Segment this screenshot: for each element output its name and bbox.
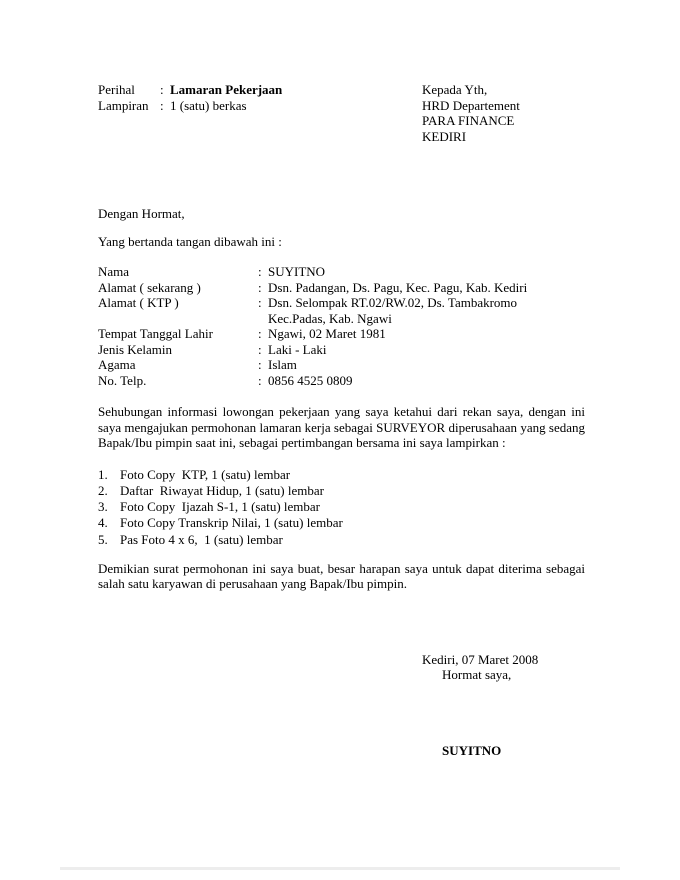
detail-value: Dsn. Padangan, Ds. Pagu, Kec. Pagu, Kab. Kediri	[268, 279, 528, 295]
signature-block	[422, 652, 585, 759]
detail-label: Nama	[98, 264, 130, 279]
detail-value: Islam	[268, 357, 297, 372]
detail-row-alamat-ktp	[98, 295, 585, 326]
detail-row-nama	[98, 264, 585, 280]
subject-block	[98, 82, 422, 113]
letter-header	[98, 82, 585, 144]
attachment-number: 1.	[98, 466, 108, 482]
subject-colon: :	[160, 82, 164, 97]
recipient-block	[422, 82, 585, 144]
attachment-text: Pas Foto 4 x 6, 1 (satu) lembar	[120, 531, 283, 547]
detail-value	[268, 295, 585, 326]
attachment-number: 2.	[98, 482, 108, 498]
recipient-line: Kepada Yth,	[422, 82, 488, 97]
attachment-item	[98, 532, 585, 548]
enclosure-colon: :	[160, 97, 164, 113]
subject-value: Lamaran Pekerjaan	[170, 82, 283, 97]
intro-line: Yang bertanda tangan dibawah ini :	[98, 233, 282, 249]
recipient-line: KEDIRI	[422, 128, 467, 144]
recipient-line: HRD Departement	[422, 97, 520, 113]
detail-colon: :	[258, 264, 262, 279]
detail-colon: :	[258, 341, 262, 357]
attachment-number: 3.	[98, 499, 108, 515]
detail-value-line1: Dsn. Selompak RT.02/RW.02, Ds. Tambakromo	[268, 295, 518, 310]
detail-label: Jenis Kelamin	[98, 341, 173, 357]
detail-colon: :	[258, 326, 262, 341]
attachment-item	[98, 515, 585, 531]
enclosure-label: Lampiran	[98, 97, 149, 113]
detail-label: Agama	[98, 357, 136, 372]
detail-row-ttl	[98, 326, 585, 342]
attachment-text: Daftar Riwayat Hidup, 1 (satu) lembar	[120, 482, 324, 498]
attachment-item	[98, 499, 585, 515]
detail-colon: :	[258, 372, 262, 388]
detail-colon: :	[258, 357, 262, 372]
detail-label: Alamat ( sekarang )	[98, 279, 201, 295]
detail-value-line2: Kec.Padas, Kab. Ngawi	[268, 310, 392, 326]
salutation: Dengan Hormat,	[98, 206, 185, 221]
attachment-number: 4.	[98, 515, 108, 531]
detail-colon: :	[258, 295, 262, 310]
detail-label: Alamat ( KTP )	[98, 295, 179, 310]
subject-row	[98, 82, 422, 98]
detail-value: Ngawi, 02 Maret 1981	[268, 326, 386, 341]
detail-label: Tempat Tanggal Lahir	[98, 326, 213, 341]
attachment-item	[98, 467, 585, 483]
attachment-text: Foto Copy Transkrip Nilai, 1 (satu) lembar	[120, 515, 343, 531]
signature-respect: Hormat saya,	[442, 667, 512, 683]
scan-artifact-line	[60, 867, 620, 870]
recipient-line: PARA FINANCE	[422, 113, 515, 128]
detail-value: SUYITNO	[268, 264, 326, 279]
detail-label: No. Telp.	[98, 372, 147, 388]
attachment-text: Foto Copy KTP, 1 (satu) lembar	[120, 466, 291, 482]
personal-details	[98, 264, 585, 388]
detail-row-agama	[98, 357, 585, 373]
detail-value: 0856 4525 0809	[268, 372, 353, 388]
body-paragraph: Sehubungan informasi lowongan pekerjaan yang saya ketahui dari rekan saya, dengan ini saya mengajukan permohonan lamaran kerja sebagai SURVEYOR diperusahaan yang sedang Bapak/Ibu pimpin saat ini, sebagai pertimbangan bersama ini saya lampirkan :	[98, 404, 585, 450]
detail-colon: :	[258, 279, 262, 295]
signature-place-date: Kediri, 07 Maret 2008	[422, 651, 539, 667]
enclosure-row	[98, 98, 422, 114]
detail-value: Laki - Laki	[268, 341, 327, 357]
attachments-list	[98, 467, 585, 548]
attachment-text: Foto Copy Ijazah S-1, 1 (satu) lembar	[120, 499, 321, 515]
attachment-item	[98, 483, 585, 499]
subject-label: Perihal	[98, 82, 135, 97]
detail-row-jenis-kelamin	[98, 342, 585, 358]
detail-row-alamat-sekarang	[98, 280, 585, 296]
signature-name: SUYITNO	[442, 742, 502, 758]
attachment-number: 5.	[98, 531, 108, 547]
closing-paragraph: Demikian surat permohonan ini saya buat, besar harapan saya untuk dapat diterima sebagai salah satu karyawan di perusahaan yang Bapak/Ibu pimpin.	[98, 560, 585, 592]
detail-row-telp	[98, 373, 585, 389]
enclosure-value: 1 (satu) berkas	[170, 97, 247, 113]
